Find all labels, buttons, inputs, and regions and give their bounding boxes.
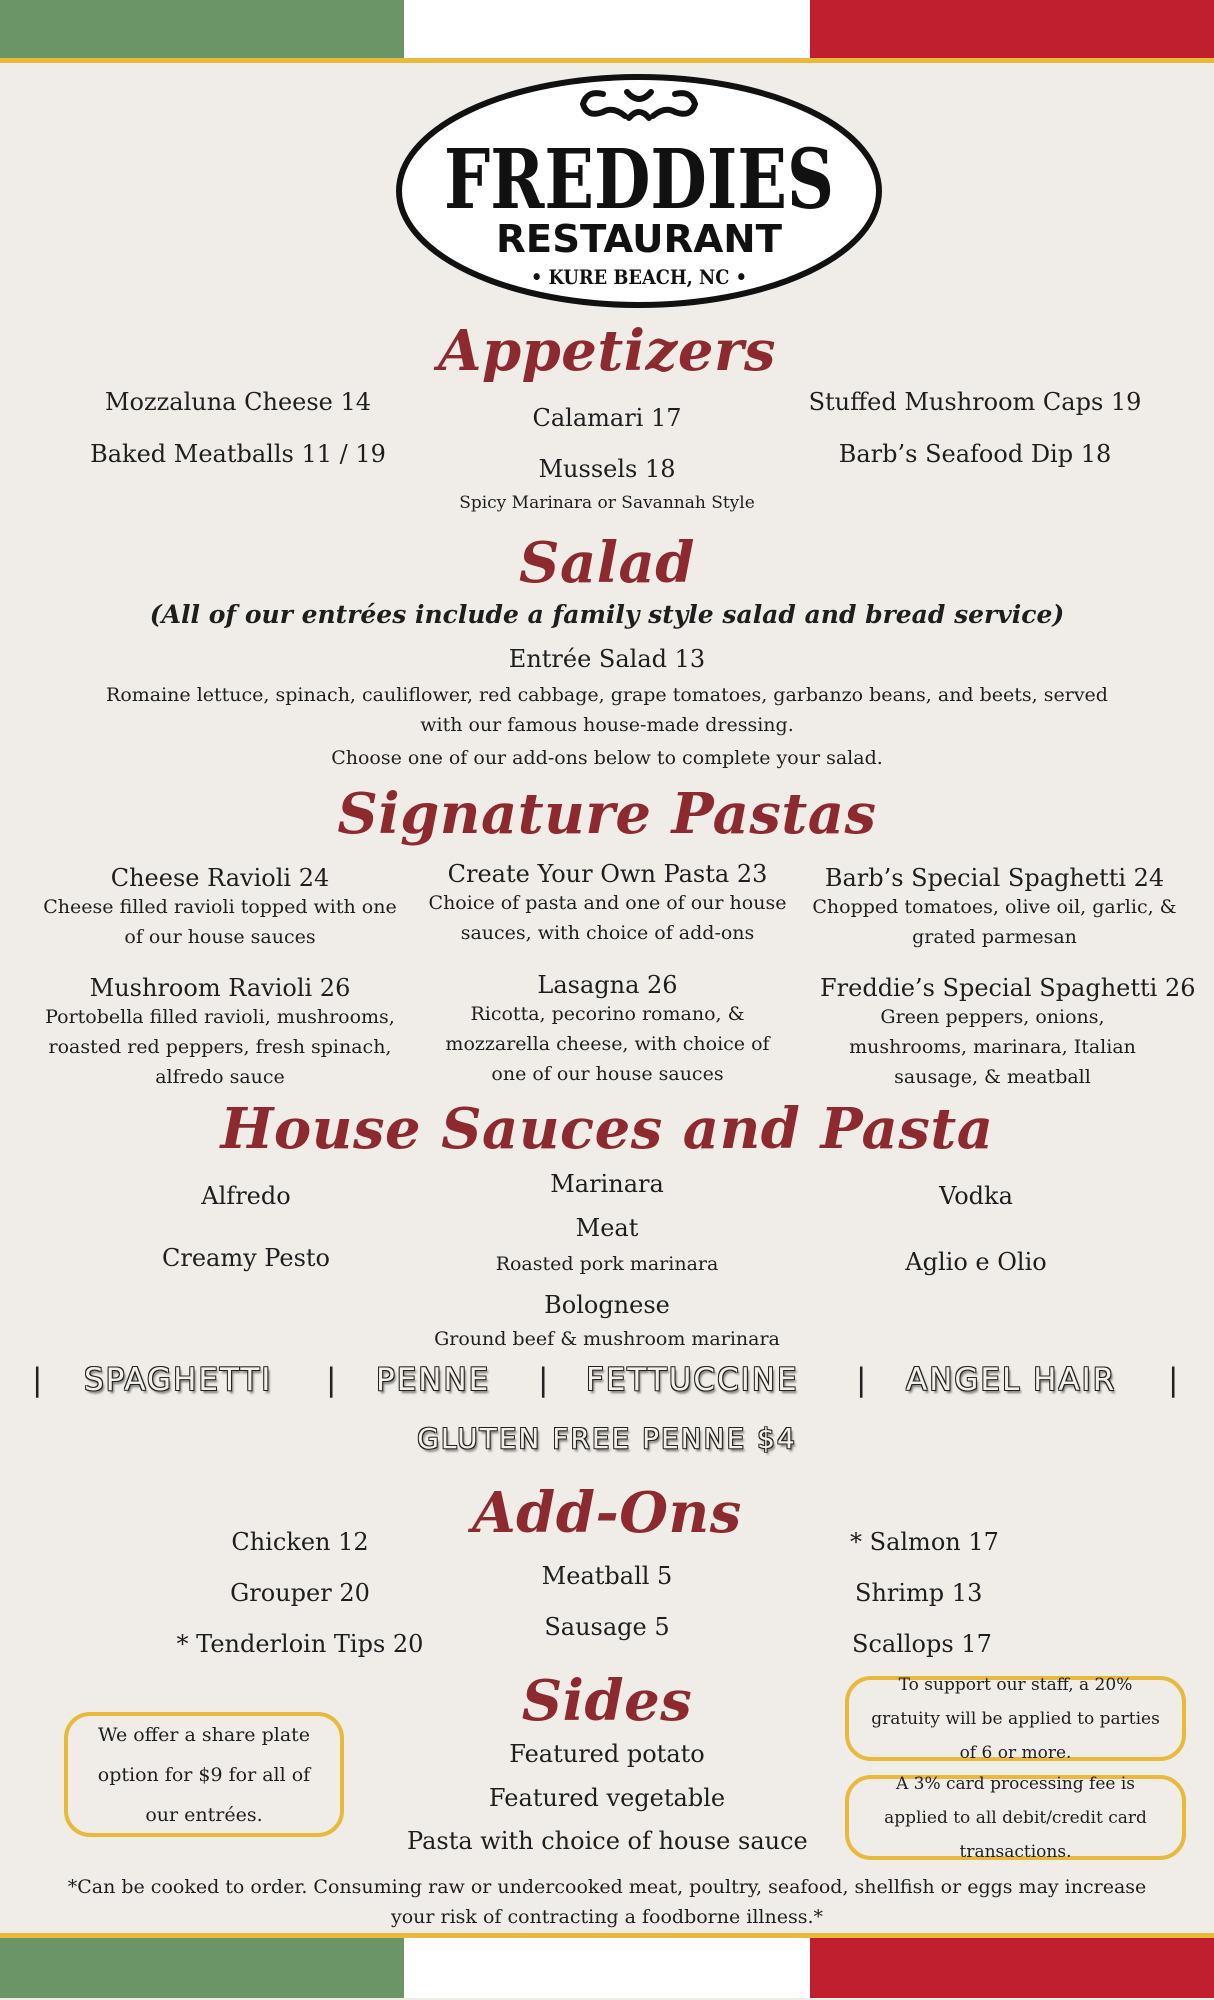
pasta-item xyxy=(440,971,775,1089)
pastas-heading: Signature Pastas xyxy=(337,781,877,847)
italian-flag-top xyxy=(0,0,1214,60)
addon-item: Shrimp 13 xyxy=(855,1579,983,1607)
pasta-type: FETTUCCINE xyxy=(586,1362,799,1398)
pasta-separator: | xyxy=(538,1362,551,1398)
side-item: Featured potato xyxy=(509,1740,705,1768)
pasta-separator: | xyxy=(856,1362,869,1398)
share-plate-note xyxy=(64,1712,344,1837)
pasta-separator: | xyxy=(32,1362,45,1398)
addon-item: Sausage 5 xyxy=(544,1613,670,1641)
addons-heading: Add-Ons xyxy=(472,1480,742,1546)
pasta-type: SPAGHETTI xyxy=(84,1362,273,1398)
pasta-desc: Ricotta, pecorino romano, & mozzarella cheese, with choice of one of our house sauces xyxy=(445,1003,770,1085)
addon-item: Meatball 5 xyxy=(541,1562,673,1590)
appetizer-item: Mussels 18 xyxy=(538,455,676,483)
pasta-desc: Cheese filled ravioli topped with one of our house sauces xyxy=(43,896,397,948)
pasta-name: Mushroom Ravioli 26 xyxy=(89,974,351,1002)
pasta-name: Lasagna 26 xyxy=(537,971,678,999)
svg-text:FREDDIES: FREDDIES xyxy=(444,132,834,228)
share-plate-text: We offer a share plate option for $9 for all of our entrées. xyxy=(97,1723,311,1826)
italian-flag-bottom xyxy=(0,1938,1214,1998)
pasta-desc: Portobella filled ravioli, mushrooms, roasted red peppers, fresh spinach, alfredo sauce xyxy=(45,1006,395,1088)
sauces-heading: House Sauces and Pasta xyxy=(220,1096,994,1162)
flag-white-stripe xyxy=(404,1938,810,1998)
pasta-item xyxy=(425,860,790,948)
appetizer-item: Mozzaluna Cheese 14 xyxy=(104,388,372,416)
appetizer-item: Calamari 17 xyxy=(532,404,682,432)
appetizer-note: Spicy Marinara or Savannah Style xyxy=(459,493,755,513)
sauce-item: Marinara xyxy=(550,1170,664,1198)
side-item: Featured vegetable xyxy=(488,1784,726,1812)
salad-desc: with our famous house-made dressing. xyxy=(420,714,794,736)
food-safety-disclaimer: your risk of contracting a foodborne illness.* xyxy=(390,1906,824,1928)
pasta-desc: Chopped tomatoes, olive oil, garlic, & grated parmesan xyxy=(812,896,1177,948)
flag-green-stripe xyxy=(0,1938,404,1998)
salad-subtitle: (All of our entrées include a family style salad and bread service) xyxy=(149,600,1065,629)
gluten-free-note: GLUTEN FREE PENNE $4 xyxy=(417,1422,797,1455)
sauce-item: Meat xyxy=(575,1214,639,1242)
sauce-item: Alfredo xyxy=(201,1182,291,1210)
addon-item: * Tenderloin Tips 20 xyxy=(176,1630,424,1658)
addon-item: Chicken 12 xyxy=(231,1528,369,1556)
freddies-logo xyxy=(395,72,883,310)
side-item: Pasta with choice of house sauce xyxy=(407,1827,808,1855)
flag-red-stripe xyxy=(810,0,1214,60)
pasta-desc: Green peppers, onions, mushrooms, marinara, Italian sausage, & meatball xyxy=(849,1006,1136,1088)
sauce-note: Ground beef & mushroom marinara xyxy=(434,1328,780,1350)
pasta-separator: | xyxy=(326,1362,339,1398)
appetizers-heading: Appetizers xyxy=(438,318,776,384)
pasta-type: PENNE xyxy=(376,1362,491,1398)
pasta-name: Create Your Own Pasta 23 xyxy=(447,860,768,888)
addon-item: Grouper 20 xyxy=(230,1579,370,1607)
svg-text:• KURE BEACH, NC •: • KURE BEACH, NC • xyxy=(531,265,747,289)
pasta-name: Barb’s Special Spaghetti 24 xyxy=(824,864,1165,892)
salad-heading: Salad xyxy=(519,530,695,596)
salad-item: Entrée Salad 13 xyxy=(508,645,706,673)
sauce-item: Bolognese xyxy=(544,1291,670,1319)
flag-green-stripe xyxy=(0,0,404,60)
pasta-item xyxy=(40,974,400,1092)
addon-item: Scallops 17 xyxy=(852,1630,992,1658)
addon-item: * Salmon 17 xyxy=(850,1528,999,1556)
pasta-name: Cheese Ravioli 24 xyxy=(110,864,330,892)
pasta-item xyxy=(40,864,400,952)
flag-white-stripe xyxy=(404,0,810,60)
pasta-types-bar xyxy=(0,1362,1214,1410)
pasta-item xyxy=(812,864,1177,952)
gold-divider-top xyxy=(0,58,1214,63)
card-fee-note xyxy=(845,1775,1186,1860)
pasta-name: Freddie’s Special Spaghetti 26 xyxy=(820,974,1196,1002)
sauce-note: Roasted pork marinara xyxy=(495,1253,719,1275)
sauce-item: Aglio e Olio xyxy=(905,1248,1047,1276)
pasta-type: ANGEL HAIR xyxy=(906,1362,1117,1398)
appetizer-item: Stuffed Mushroom Caps 19 xyxy=(808,388,1142,416)
salad-desc: Romaine lettuce, spinach, cauliflower, red cabbage, grape tomatoes, garbanzo beans, and beets, served xyxy=(106,684,1108,706)
pasta-desc: Choice of pasta and one of our house sauces, with choice of add-ons xyxy=(428,892,787,944)
gratuity-text: To support our staff, a 20% gratuity will be applied to parties of 6 or more. xyxy=(871,1674,1160,1763)
pasta-separator: | xyxy=(1168,1362,1181,1398)
flag-red-stripe xyxy=(810,1938,1214,1998)
svg-text:RESTAURANT: RESTAURANT xyxy=(496,217,783,261)
sauce-item: Vodka xyxy=(939,1182,1013,1210)
salad-desc: Choose one of our add-ons below to complete your salad. xyxy=(331,747,883,769)
sauce-item: Creamy Pesto xyxy=(162,1244,330,1272)
card-fee-text: A 3% card processing fee is applied to all debit/credit card transactions. xyxy=(884,1773,1147,1862)
food-safety-disclaimer: *Can be cooked to order. Consuming raw or undercooked meat, poultry, seafood, shellfish or eggs may increase xyxy=(67,1876,1147,1898)
gratuity-note xyxy=(845,1676,1186,1761)
appetizer-item: Barb’s Seafood Dip 18 xyxy=(838,440,1112,468)
appetizer-item: Baked Meatballs 11 / 19 xyxy=(90,440,386,468)
sides-heading: Sides xyxy=(521,1668,693,1734)
pasta-item xyxy=(820,974,1196,1092)
